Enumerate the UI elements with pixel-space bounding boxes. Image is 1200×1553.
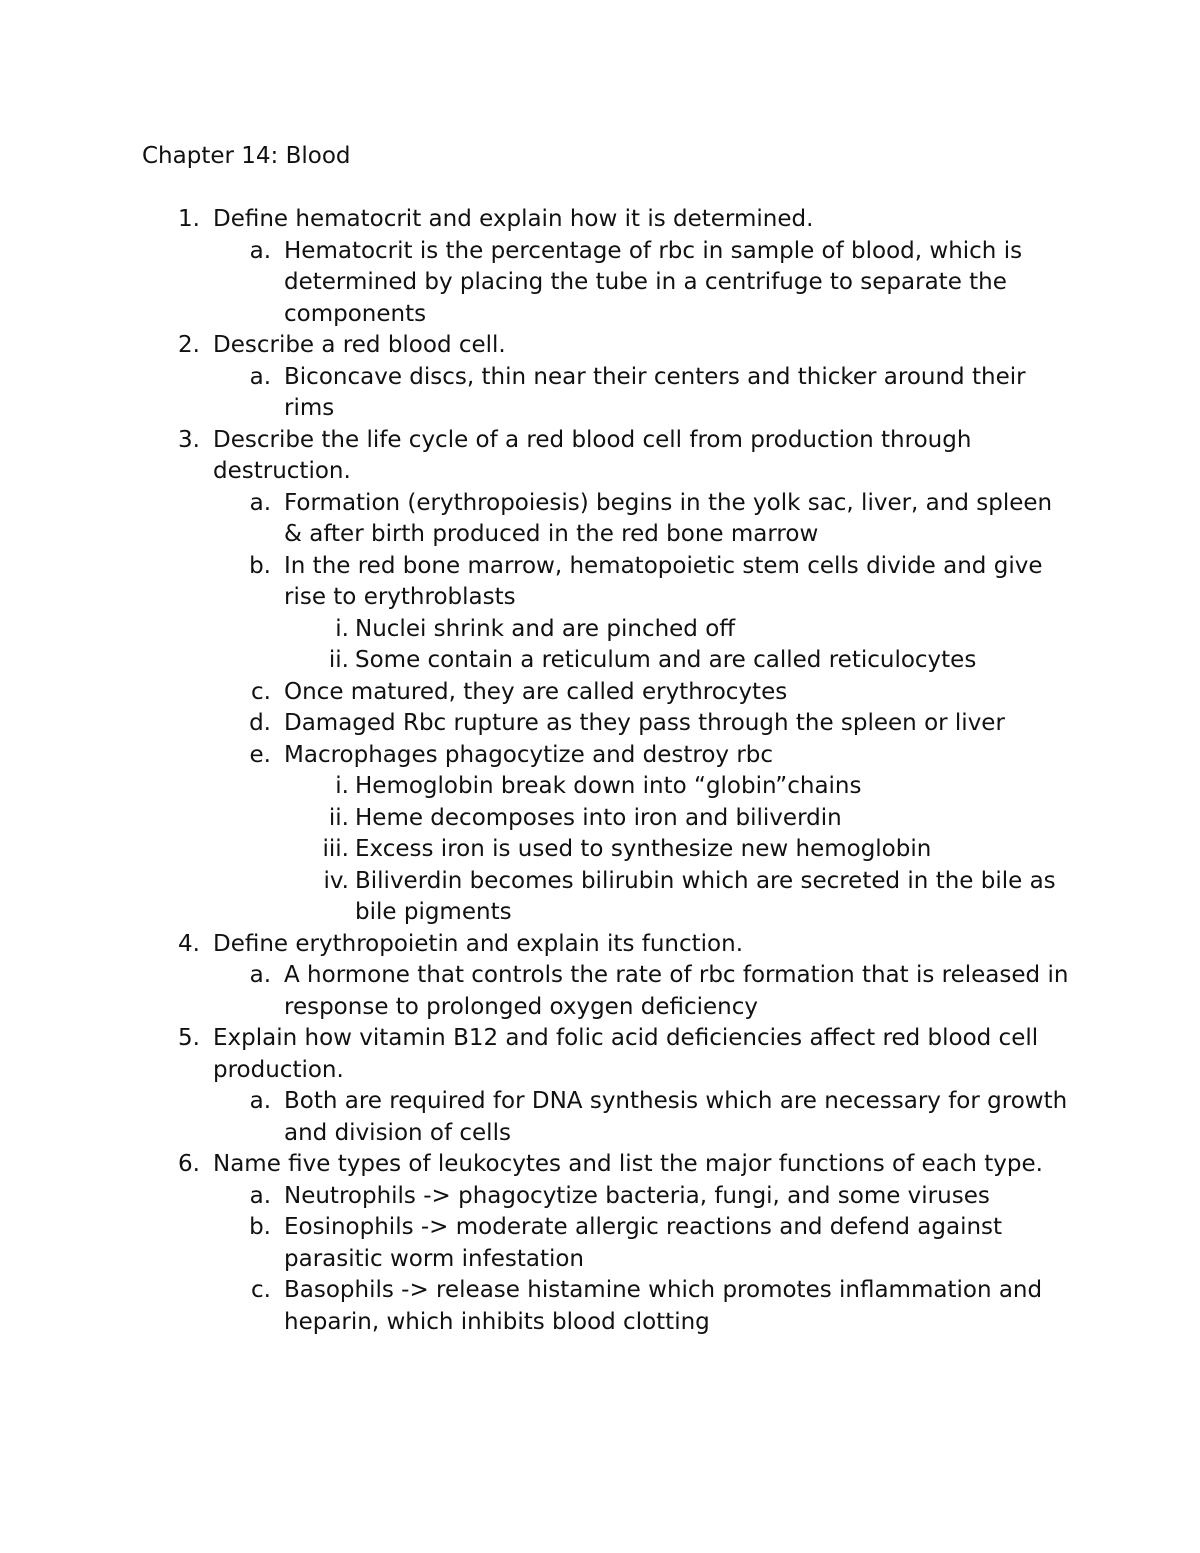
answer-item — [213, 677, 1072, 709]
answer-text: In the red bone marrow, hematopoietic stem cells divide and give rise to erythroblasts — [284, 552, 1043, 610]
question-text: Define erythropoietin and explain its function. — [213, 930, 743, 957]
answer-text: Both are required for DNA synthesis which are necessary for growth and division of cells — [284, 1088, 1068, 1146]
question-text: Explain how vitamin B12 and folic acid deficiencies affect red blood cell production. — [213, 1025, 1039, 1083]
answer-list — [213, 236, 1072, 331]
sub-answer-item — [284, 645, 1072, 677]
question-list-container — [142, 204, 1072, 1338]
answer-text: A hormone that controls the rate of rbc formation that is released in response to prolonged oxygen deficiency — [284, 962, 1069, 1020]
answer-text: Once matured, they are called erythrocytes — [284, 678, 788, 705]
sub-answer-list — [284, 771, 1072, 929]
answer-list — [213, 960, 1072, 1023]
question-list — [142, 204, 1072, 1338]
sub-answer-marker: iii. — [322, 836, 349, 862]
answer-marker: a. — [249, 237, 271, 264]
sub-answer-item — [284, 834, 1072, 866]
question-number: 4. — [178, 930, 200, 957]
question-item — [142, 204, 1072, 330]
answer-item — [213, 740, 1072, 929]
sub-answer-list — [284, 614, 1072, 677]
question-text: Define hematocrit and explain how it is determined. — [213, 206, 814, 232]
answer-marker: a. — [249, 962, 271, 988]
question-text: Name five types of leukocytes and list the major functions of each type. — [213, 1151, 1043, 1177]
sub-answer-text: Heme decomposes into iron and biliverdin — [355, 804, 842, 831]
sub-answer-text: Some contain a reticulum and are called reticulocytes — [355, 647, 977, 673]
answer-text: Neutrophils -> phagocytize bacteria, fungi, and some viruses — [284, 1182, 990, 1209]
answer-item — [213, 1086, 1072, 1149]
answer-item — [213, 1275, 1072, 1338]
answer-item — [213, 551, 1072, 677]
answer-text: Damaged Rbc rupture as they pass through the spleen or liver — [284, 710, 1005, 736]
answer-marker: a. — [249, 1182, 271, 1209]
page-title: Chapter 14: Blood — [142, 143, 351, 169]
sub-answer-marker: ii. — [328, 804, 349, 831]
question-number: 6. — [178, 1151, 200, 1177]
question-item — [142, 1023, 1072, 1149]
answer-marker: a. — [249, 489, 271, 516]
answer-text: Basophils -> release histamine which promotes inflammation and heparin, which inhibits blood clotting — [284, 1277, 1043, 1335]
sub-answer-text: Hemoglobin break down into “globin”chains — [355, 773, 862, 799]
answer-text: Hematocrit is the percentage of rbc in sample of blood, which is determined by placing the tube in a centrifuge to separate the components — [284, 237, 1023, 327]
answer-item — [213, 1212, 1072, 1275]
question-item — [142, 425, 1072, 929]
answer-text: Formation (erythropoiesis) begins in the yolk sac, liver, and spleen & after birth produced in the red bone marrow — [284, 489, 1053, 547]
answer-item — [213, 1181, 1072, 1213]
question-number: 2. — [178, 332, 200, 358]
sub-answer-item — [284, 803, 1072, 835]
answer-item — [213, 708, 1072, 740]
sub-answer-marker: iv. — [323, 867, 349, 894]
sub-answer-item — [284, 771, 1072, 803]
sub-answer-text: Nuclei shrink and are pinched off — [355, 615, 736, 642]
answer-item — [213, 960, 1072, 1023]
sub-answer-marker: ii. — [328, 647, 349, 673]
answer-marker: e. — [249, 741, 271, 768]
question-item — [142, 1149, 1072, 1338]
answer-list — [213, 362, 1072, 425]
question-text: Describe the life cycle of a red blood cell from production through destruction. — [213, 426, 972, 484]
answer-marker: b. — [249, 1214, 271, 1240]
answer-item — [213, 362, 1072, 425]
answer-text: Eosinophils -> moderate allergic reactions and defend against parasitic worm infestation — [284, 1214, 1003, 1272]
answer-text: Macrophages phagocytize and destroy rbc — [284, 741, 774, 768]
answer-marker: d. — [249, 710, 271, 736]
sub-answer-marker: i. — [335, 615, 349, 642]
sub-answer-text: Biliverdin becomes bilirubin which are secreted in the bile as bile pigments — [355, 867, 1056, 925]
answer-marker: b. — [249, 552, 271, 579]
sub-answer-item — [284, 614, 1072, 646]
sub-answer-marker: i. — [335, 773, 349, 799]
answer-list — [213, 1181, 1072, 1339]
question-text: Describe a red blood cell. — [213, 332, 506, 358]
question-number: 5. — [178, 1025, 200, 1051]
answer-marker: c. — [251, 678, 271, 705]
answer-marker: a. — [249, 1088, 271, 1114]
answer-list — [213, 488, 1072, 929]
question-number: 1. — [178, 206, 200, 232]
answer-item — [213, 236, 1072, 331]
answer-list — [213, 1086, 1072, 1149]
answer-marker: c. — [251, 1277, 271, 1303]
question-number: 3. — [178, 426, 200, 453]
question-item — [142, 929, 1072, 1024]
sub-answer-text: Excess iron is used to synthesize new hemoglobin — [355, 836, 932, 862]
sub-answer-item — [284, 866, 1072, 929]
question-item — [142, 330, 1072, 425]
answer-item — [213, 488, 1072, 551]
answer-marker: a. — [249, 363, 271, 390]
answer-text: Biconcave discs, thin near their centers and thicker around their rims — [284, 363, 1026, 421]
